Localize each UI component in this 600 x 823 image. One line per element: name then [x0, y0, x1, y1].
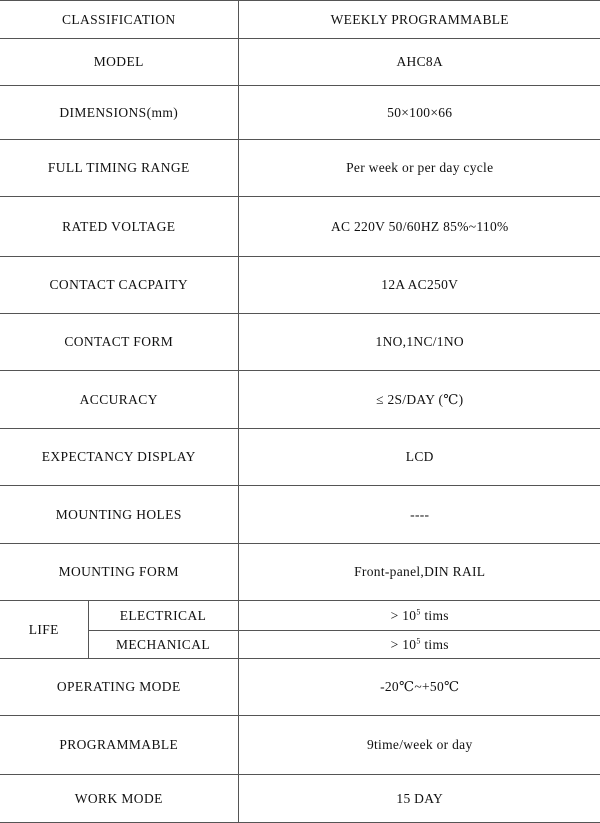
spec-row-rated-voltage [0, 197, 600, 257]
life-mechanical-value [238, 631, 600, 659]
spec-row-programmable [0, 716, 600, 775]
life-mechanical-suffix: tims [420, 636, 449, 652]
spec-row-display [0, 429, 600, 486]
mounting-holes-label: MOUNTING HOLES [0, 486, 238, 544]
timing-range-value: Per week or per day cycle [238, 140, 600, 197]
life-electrical-label: ELECTRICAL [88, 601, 238, 631]
timing-range-label: FULL TIMING RANGE [0, 140, 238, 197]
spec-row-mounting-holes [0, 486, 600, 544]
life-mechanical-prefix: > 10 [390, 636, 417, 652]
spec-row-contact-capacity [0, 257, 600, 314]
model-label: MODEL [0, 39, 238, 86]
life-electrical-prefix: > 10 [390, 607, 417, 623]
spec-row-dimensions [0, 86, 600, 140]
life-electrical-exponent: 5 [416, 607, 421, 616]
spec-row-accuracy [0, 371, 600, 429]
rated-voltage-value: AC 220V 50/60HZ 85%~110% [238, 197, 600, 257]
programmable-value: 9time/week or day [238, 716, 600, 775]
spec-row-mounting-form [0, 544, 600, 601]
life-label: LIFE [0, 601, 88, 659]
contact-form-value: 1NO,1NC/1NO [238, 314, 600, 371]
model-value: AHC8A [238, 39, 600, 86]
life-electrical-value [238, 601, 600, 631]
rated-voltage-label: RATED VOLTAGE [0, 197, 238, 257]
contact-form-label: CONTACT FORM [0, 314, 238, 371]
operating-mode-value: -20℃~+50℃ [238, 659, 600, 716]
life-electrical-suffix: tims [420, 607, 449, 623]
spec-row-work-mode [0, 775, 600, 823]
accuracy-value: ≤ 2S/DAY (℃) [238, 371, 600, 429]
dimensions-value: 50×100×66 [238, 86, 600, 140]
spec-row-contact-form [0, 314, 600, 371]
mounting-form-value: Front-panel,DIN RAIL [238, 544, 600, 601]
contact-capacity-value: 12A AC250V [238, 257, 600, 314]
work-mode-label: WORK MODE [0, 775, 238, 823]
spec-row-timing-range [0, 140, 600, 197]
programmable-label: PROGRAMMABLE [0, 716, 238, 775]
life-mechanical-exponent: 5 [416, 636, 421, 645]
dimensions-label: DIMENSIONS(mm) [0, 86, 238, 140]
mounting-holes-value: ---- [238, 486, 600, 544]
mounting-form-label: MOUNTING FORM [0, 544, 238, 601]
classification-value: WEEKLY PROGRAMMABLE [238, 1, 600, 39]
contact-capacity-label: CONTACT CACPAITY [0, 257, 238, 314]
spec-row-operating-mode [0, 659, 600, 716]
classification-label: CLASSIFICATION [0, 1, 238, 39]
life-mechanical-label: MECHANICAL [88, 631, 238, 659]
spec-row-model [0, 39, 600, 86]
display-value: LCD [238, 429, 600, 486]
accuracy-label: ACCURACY [0, 371, 238, 429]
operating-mode-label: OPERATING MODE [0, 659, 238, 716]
spec-row-life-electrical [0, 601, 600, 631]
spec-row-classification [0, 1, 600, 39]
display-label: EXPECTANCY DISPLAY [0, 429, 238, 486]
work-mode-value: 15 DAY [238, 775, 600, 823]
spec-row-life-mechanical [0, 631, 600, 659]
